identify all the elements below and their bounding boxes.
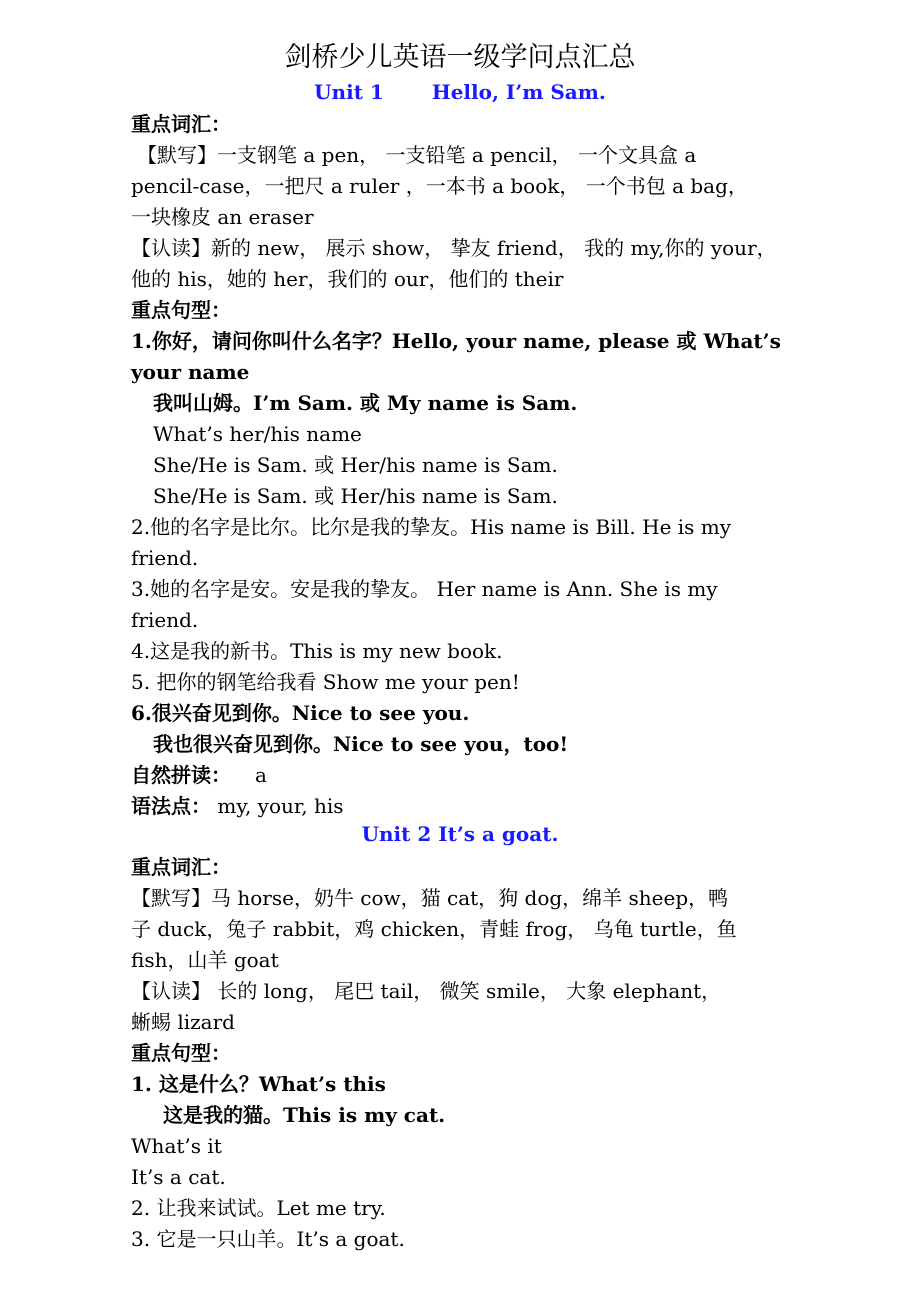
- unit1-sentence: 我也很兴奋见到你。Nice to see you，too!: [153, 732, 569, 756]
- unit1-sentence: 2.他的名字是比尔。比尔是我的挚友。His name is Bill. He is my: [131, 515, 732, 539]
- unit2-vocab-read-line: 蜥蜴 lizard: [131, 1010, 235, 1034]
- unit1-sentence: 我叫山姆。I’m Sam. 或 My name is Sam.: [153, 391, 578, 415]
- grammar-label: 语法点：: [131, 794, 211, 818]
- unit1-sentence-heading: 重点句型：: [131, 298, 231, 322]
- unit1-vocab-write-line: pencil-case，一把尺 a ruler ，一本书 a book， 一个书包 a bag，: [131, 174, 748, 198]
- grammar-value: my, your, his: [217, 794, 344, 818]
- unit2-vocab-read-line: 【认读】 长的 long， 尾巴 tail， 微笑 smile， 大象 elephant，: [131, 979, 722, 1003]
- unit2-sentence-heading: 重点句型：: [131, 1041, 231, 1065]
- unit2-vocab-heading: 重点词汇：: [131, 855, 231, 879]
- unit1-sentence: 3.她的名字是安。安是我的挚友。 Her name is Ann. She is my: [131, 577, 718, 601]
- unit1-sentence: friend.: [131, 608, 199, 632]
- unit1-sentence: 6.很兴奋见到你。Nice to see you.: [131, 701, 470, 725]
- unit2-sentence: 1. 这是什么？What’s this: [131, 1072, 386, 1096]
- unit2-sentence: 2. 让我来试试。Let me try.: [131, 1196, 386, 1220]
- unit1-vocab-heading: 重点词汇：: [131, 112, 231, 136]
- unit1-vocab-read-line: 他的 his，她的 her，我们的 our，他们的 their: [131, 267, 564, 291]
- document-title: 剑桥少儿英语一级学问点汇总: [284, 42, 636, 73]
- unit1-vocab-write-line: 一块橡皮 an eraser: [131, 205, 314, 229]
- unit1-vocab-write-line: 【默写】一支钢笔 a pen， 一支铅笔 a pencil， 一个文具盒 a: [137, 143, 697, 167]
- unit2-heading: Unit 2 It’s a goat.: [361, 822, 559, 846]
- unit2-sentence: 3. 它是一只山羊。It’s a goat.: [131, 1227, 405, 1251]
- unit1-number: Unit 1: [314, 80, 384, 104]
- unit1-vocab-read-line: 【认读】新的 new， 展示 show， 挚友 friend， 我的 my,你的 your，: [131, 236, 777, 260]
- unit1-sentence: 1.你好，请问你叫什么名字？Hello, your name, please 或 What’s: [131, 329, 781, 353]
- unit1-title: Hello, I’m Sam.: [431, 80, 606, 104]
- unit1-heading: [0, 80, 920, 104]
- unit1-sentence: 5. 把你的钢笔给我看 Show me your pen!: [131, 670, 520, 694]
- unit1-sentence: What’s her/his name: [153, 422, 362, 446]
- unit2-vocab-write-line: 子 duck，兔子 rabbit，鸡 chicken，青蛙 frog， 乌龟 turtle，鱼: [131, 917, 737, 941]
- unit1-grammar: [131, 794, 344, 818]
- unit1-sentence: She/He is Sam. 或 Her/his name is Sam.: [153, 453, 558, 477]
- unit1-sentence: your name: [131, 360, 250, 384]
- unit2-sentence: 这是我的猫。This is my cat.: [163, 1103, 446, 1127]
- unit1-sentence: 4.这是我的新书。This is my new book.: [131, 639, 503, 663]
- unit1-sentence: She/He is Sam. 或 Her/his name is Sam.: [153, 484, 558, 508]
- unit1-phonics: [131, 763, 267, 787]
- unit2-vocab-write-line: fish，山羊 goat: [131, 948, 279, 972]
- unit2-vocab-write-line: 【默写】马 horse，奶牛 cow，猫 cat，狗 dog，绵羊 sheep，鸭: [131, 886, 729, 910]
- phonics-label: 自然拼读：: [131, 763, 231, 787]
- unit1-sentence: friend.: [131, 546, 199, 570]
- unit2-sentence: It’s a cat.: [131, 1165, 226, 1189]
- phonics-value: a: [255, 763, 267, 787]
- unit2-sentence: What’s it: [131, 1134, 222, 1158]
